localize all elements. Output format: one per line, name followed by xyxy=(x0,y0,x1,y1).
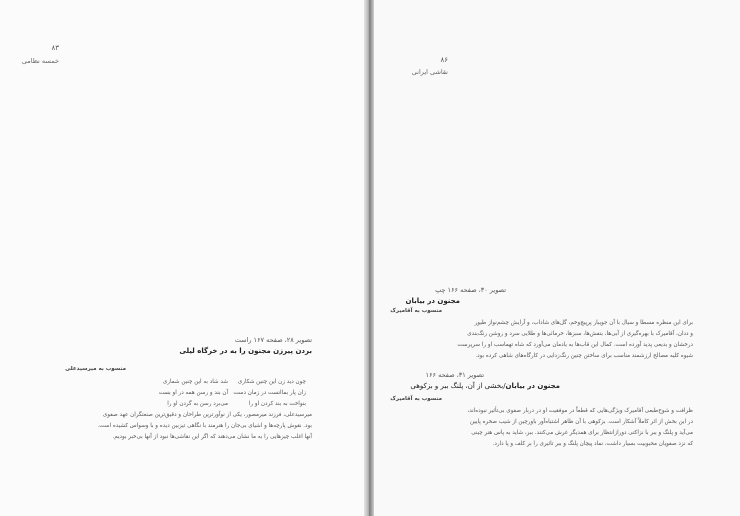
verse-row xyxy=(158,390,306,400)
paragraph-line: که نزد صفویان محبوبیت بسیار داشت، نماد پیچان پلنگ و ببر تاثیری را بر کلف و پا دارد. xyxy=(492,441,693,447)
book-gutter xyxy=(364,0,374,516)
verse-hemistich: شد شاد به این چنین شماری xyxy=(162,379,228,385)
paragraph-line: شیوه کلیه مصالح ارزشمند مناسب برای ساختن چنین رنگ‌زدایی در کارگاه‌های شاهی کرده بود. xyxy=(475,353,693,359)
left-page xyxy=(0,0,364,516)
paragraph-line: برای این منظره مسطا و سیال با آن جویبار پرپیچ‌وخم، گل‌های شاداب، و آرایش چشم‌نواز طیور xyxy=(474,320,693,326)
paragraph-line: درخشان و بدیعی پدید آورده است. کمال این قاب‌ها به یادمان می‌آورد که شاه تهماسب او را سرپرست xyxy=(457,342,693,348)
paragraph-line: میرسیدعلی، فرزند میرمصور، یکی از نوآورترین طراحان و دقیق‌ترین صنعتگران عهد صفوی xyxy=(102,412,312,418)
figure-title: بردن پیرزن مجنون را به در خرگاه لیلی xyxy=(179,347,312,355)
body-paragraph xyxy=(417,318,693,362)
figure-caption: تصویر ۳۱، صفحه ۱۶۶ xyxy=(425,371,484,379)
verse-block xyxy=(158,379,306,413)
figure-caption: تصویر ۳۰، صفحه ۱۶۶ چپ xyxy=(435,286,506,294)
running-head: خمسه نظامی xyxy=(21,57,59,65)
verse-hemistich: بنواخت به بند کردن او را xyxy=(248,401,306,407)
page-number: ۸۶ xyxy=(440,56,448,64)
figure-title-main: مجنون در بیابان xyxy=(505,382,560,390)
figure-attribution: منسوب به آقامیرک xyxy=(390,396,442,402)
paragraph-line: می‌آید و پلنگ و ببر با نزاکتی دورازانتظار برای همدیگر غرش می‌کنند. ببر، شاید به پاس هنر چینی xyxy=(471,430,693,436)
body-paragraph xyxy=(50,410,312,443)
running-head: نقاشی ایرانی xyxy=(411,68,448,76)
verse-hemistich: زان پار بماانست در زمان دست xyxy=(233,390,306,396)
figure-title-detail: /بخشی از آن، پلنگ ببر و بزکوهی xyxy=(410,382,506,390)
body-paragraph xyxy=(417,406,693,450)
paragraph-line: بود. نقوش پارچه‌ها و اشیای بی‌جان را هنرمند با نگاهی تیزبین دیده و با وسواس کشیده است. xyxy=(97,423,312,429)
figure-attribution: منسوب به میرسیدعلی xyxy=(65,366,126,372)
figure-title: مجنون در بیابان xyxy=(405,297,460,305)
page-number: ۸۳ xyxy=(51,44,59,52)
paragraph-line: و ددان، آقامیرک با بهره‌گیری از آبی‌ها، بنفش‌ها، سبزها، خرمائی‌ها و طلایی سرد و روشن رنگ‌بندی xyxy=(467,331,693,337)
verse-hemistich: چون دید زن این چنین شکاری xyxy=(237,379,306,385)
verse-hemistich: آن بند و رسن همه در او بست xyxy=(158,390,228,396)
figure-title xyxy=(410,382,560,390)
figure-caption: تصویر ۲۸، صفحه ۱۶۷ راست xyxy=(234,336,312,344)
verse-row xyxy=(162,379,306,389)
verse-hemistich: می‌برد رسن به گردن او را xyxy=(167,401,228,407)
paragraph-line: ظرافت و شوخ‌طبعی آقامیرک ویژگی‌هایی که قطعاً در موفقیت او در دربار صفوی بی‌تأثیر نبوده‌اند، xyxy=(467,408,693,414)
right-page xyxy=(374,0,740,516)
figure-attribution: منسوب به آقامیرک xyxy=(390,308,442,314)
paragraph-line: در این بخش از اثر کاملاً آشکار است. بزکوهی با آن ظاهر اشتباه‌آور باورچین از شیب صخره پایین xyxy=(470,419,693,425)
paragraph-line: آنها اغلب چیزهایی را به ما نشان می‌دهند که اگر این نقاشی‌ها نبود از آنها بی‌خبر بودیم. xyxy=(112,434,312,440)
